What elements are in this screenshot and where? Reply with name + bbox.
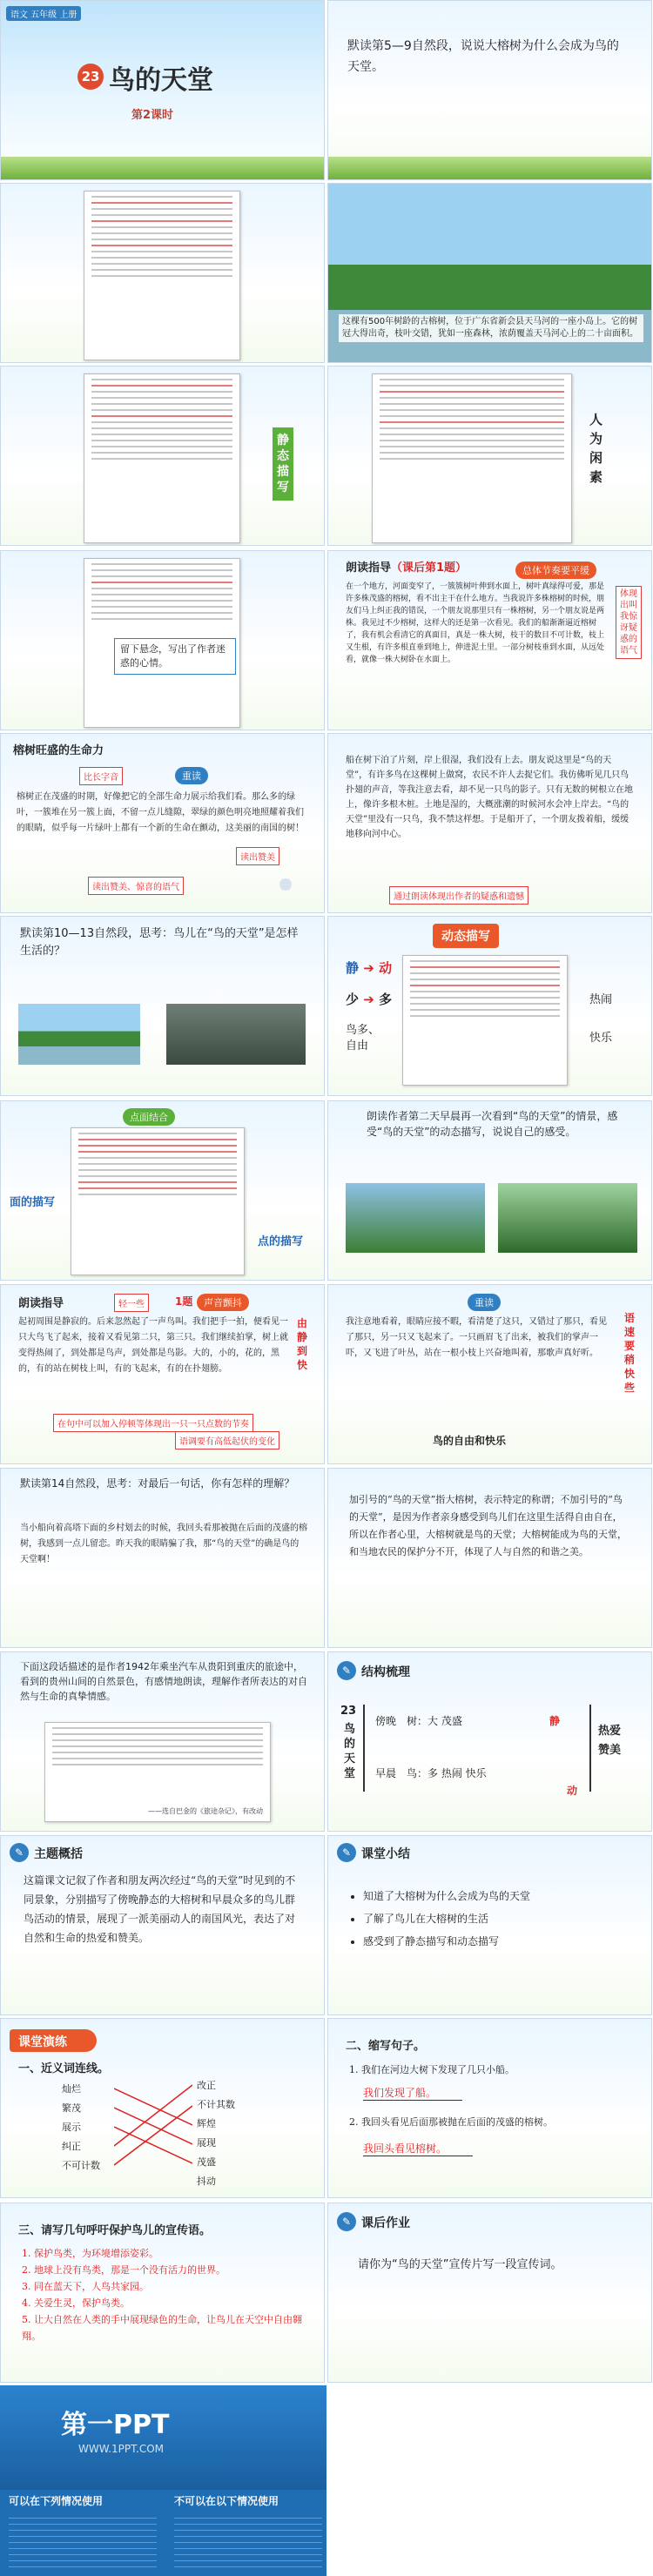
left-word: 繁茂 (62, 2102, 81, 2114)
guide2-text: 起初周围是静寂的。后来忽然起了一声鸟叫。我们把手一拍，便看见一只大鸟飞了起来，接着又看见第二只，第三只。我们继续拍掌，树上就变得热闹了，到处都是鸟声，到处都是鸟影。大的，小的，花的，黑的，有的站在树枝上叫，有的飞起来，有的在扑翅膀。 (18, 1317, 288, 1374)
slogan-item: 2. 地球上没有鸟类，那是一个没有活力的世界。 (22, 2264, 226, 2276)
slide-suspense (0, 550, 325, 730)
boat-text: 船在树下泊了片刻，岸上很湿，我们没有上去。朋友说这里是“鸟的天堂”，有许多鸟在这棵树上做窝，农民不许人去捉它们。我仿佛听见几只鸟扑翅的声音，等我注意去看，却不见一只鸟的影子。只有无数的树根立在地上，像许多根木桩。土地是湿的，大概涨潮的时候河水会冲上岸去。“鸟的天堂”里没有一只鸟，我不禁这样想。于是船开了，一个朋友拨着船，缓缓地移向河中心。 (346, 756, 633, 839)
document-page (71, 1127, 245, 1275)
slogan-item: 3. 同在蓝天下，人鸟共家园。 (22, 2281, 149, 2292)
tag-praise: 读出赞美 (236, 847, 279, 865)
document-page (372, 373, 572, 543)
slide-slogans (0, 2203, 325, 2383)
suspense-note: 留下悬念，写出了作者迷惑的心情。 (114, 638, 236, 675)
theme-title: 主题概括 (34, 1847, 83, 1861)
grass-decor (1, 157, 324, 179)
summary-title: 课堂小结 (361, 1847, 410, 1861)
slide-title (0, 0, 325, 180)
footer-list-1 (9, 2512, 157, 2568)
slide-point-surface (0, 1100, 325, 1281)
document-page (402, 955, 568, 1086)
book-icon: ✎ (337, 1843, 356, 1862)
slide-read-guide-1 (327, 550, 652, 730)
lesson-number: 23 (77, 64, 104, 90)
banyan-photo-2 (346, 1183, 485, 1253)
tag-long: 比长字音 (79, 767, 123, 785)
structure-vert-title: 鸟的天堂 (344, 1723, 356, 1780)
slide-dynamic (327, 916, 652, 1096)
excerpt-source: ——选自巴金的《旅途杂记》，有改动 (148, 1807, 263, 1815)
speed-note: 语速要稍快些 (624, 1312, 636, 1394)
freedom-text: 我注意地看着，眼睛应接不暇，看清楚了这只，又错过了那只，看见了那只，另一只又飞起来了。一只画眉飞了出来，被我们的掌声一吓，又飞进了叶丛，站在一根小枝上兴奋地叫着，那歌声真好听。 (346, 1317, 607, 1358)
tag-tone: 读出赞美、惊喜的语气 (88, 877, 184, 895)
left-word: 不可计数 (62, 2160, 100, 2171)
sentence-1: 1. 我们在河边大树下发现了几只小船。 (349, 2064, 515, 2075)
static-desc-tag: 静态描写 (273, 427, 293, 501)
slide-static-desc (0, 366, 325, 546)
left-words (62, 2080, 100, 2176)
footer-url: WWW.1PPT.COM (78, 2443, 165, 2455)
subject-tag: 语文 五年级 上册 (6, 6, 81, 21)
morning-text: 朗读作者第二天早晨再一次看到“鸟的天堂”的情景，感受“鸟的天堂”的动态描写，说说自己的感受。 (367, 1110, 618, 1138)
still-to-move: 静 ➔ 动 (346, 960, 393, 976)
right-word: 展现 (197, 2137, 216, 2149)
guide2-num: 1题 (175, 1295, 193, 1308)
structure-title: 结构梳理 (361, 1665, 410, 1679)
word-happy: 快乐 (589, 1032, 613, 1045)
row-evening (375, 1713, 462, 1728)
right-word: 抖动 (197, 2176, 216, 2187)
book-icon: ✎ (10, 1843, 29, 1862)
slide-theme (0, 1835, 325, 2015)
left-word: 灿烂 (62, 2083, 81, 2095)
slide-shorten (327, 2018, 652, 2198)
word-birds-free: 鸟多、自由 (346, 1024, 380, 1053)
row2-state: 动 (567, 1785, 578, 1797)
slide-summary (327, 1835, 652, 2015)
homework-title: 课后作业 (361, 2216, 410, 2230)
row2-desc: 鸟：多 热闹 快乐 (407, 1767, 487, 1779)
slide-prompt-14 (0, 1468, 325, 1648)
summary-item: • 感受到了静态描写和动态描写 (363, 1930, 624, 1953)
word-move: 动 (379, 960, 393, 976)
answer-1: 我们发现了船。 (363, 2085, 462, 2101)
slide-homework (327, 2203, 652, 2383)
guide-label: 朗读指导 (346, 562, 392, 575)
book-icon: ✎ (337, 2212, 356, 2231)
lesson-label: 第2课时 (131, 109, 174, 122)
boat-tag: 通过朗读体现出作者的疑惑和遗憾 (389, 886, 528, 905)
slide-prompt-10-13 (0, 916, 325, 1096)
slide-read-guide-2 (0, 1284, 325, 1464)
slide-prompt-5-9 (327, 0, 652, 180)
tempo-tag: 总体节奏要平缓 (515, 562, 596, 579)
row1-time: 傍晚 (375, 1715, 397, 1727)
slide-structure (327, 1651, 652, 1832)
structure-num: 23 (340, 1705, 357, 1718)
vitality-text: 榕树正在茂盛的时期，好像把它的全部生命力展示给我们看。那么多的绿叶，一簇堆在另一簇上面，不留一点儿缝隙，翠绿的颜色明亮地照耀着我们的眼睛，似乎每一片绿叶上都有一个新的生命在颤动，这美丽的南国的树！ (17, 792, 304, 833)
left-word: 展示 (62, 2122, 81, 2133)
island-photo (18, 1004, 140, 1065)
slide-freedom (327, 1284, 652, 1464)
slide-morning-read (327, 1100, 652, 1281)
extension-intro: 下面这段话描述的是作者1942年乘坐汽车从贵阳到重庆的旅途中，看到的贵州山间的自然景色，有感情地朗读，理解作者所表达的对自然与生命的真挚情感。 (20, 1661, 307, 1702)
sentence-2: 2. 我回头看见后面那被抛在后面的茂盛的榕树。 (349, 2116, 553, 2128)
row1-desc: 树：大 茂盛 (407, 1715, 462, 1727)
stress-tag: 重读 (468, 1294, 501, 1311)
guide-title (346, 558, 467, 575)
slogan-question: 三、请写几句呼吁保护鸟儿的宣传语。 (18, 2224, 212, 2237)
prompt-text: 默读第14自然段，思考：对最后一句话，你有怎样的理解？ (20, 1477, 295, 1490)
footer-col2: 不可以在以下情况使用 (174, 2495, 279, 2507)
slide-doc-page (0, 183, 325, 363)
point-label: 点的描写 (258, 1235, 304, 1248)
grass-decor (328, 157, 651, 179)
right-word: 辉煌 (197, 2118, 216, 2129)
homework-text: 请你为“鸟的天堂”宣传片写一段宣传词。 (358, 2258, 562, 2271)
shorten-question: 二、缩写句子。 (346, 2040, 426, 2053)
slide-boat (327, 733, 652, 913)
tag-lighter: 轻一些 (114, 1294, 149, 1312)
footer-blank (326, 2385, 653, 2576)
human-factor-tag: 人为闲素 (589, 412, 603, 485)
summary-list (363, 1885, 624, 1953)
side-quiet-fast: 由静到快 (297, 1317, 308, 1371)
summary-item: • 知道了大榕树为什么会成为鸟的天堂 (363, 1885, 624, 1907)
slogan-item: 1. 保护鸟类，为环境增添姿彩。 (22, 2248, 158, 2259)
row1-state: 静 (549, 1715, 561, 1727)
banyan-photo-3 (498, 1183, 637, 1253)
slogan-list (22, 2245, 309, 2344)
document-page (84, 191, 240, 360)
practice-title: 课堂演练 (10, 2029, 97, 2052)
slide-human-factor (327, 366, 652, 546)
slogan-item: 4. 关爱生灵，保护鸟类。 (22, 2297, 130, 2309)
book-icon: ✎ (337, 1661, 356, 1680)
footer-list-2 (174, 2512, 322, 2568)
word-many: 多 (379, 992, 393, 1007)
audio-button[interactable] (279, 878, 292, 891)
synonym-question: 一、近义词连线。 (18, 2062, 110, 2075)
right-word: 茂盛 (197, 2156, 216, 2168)
prompt-text: 默读第10—13自然段，思考：鸟儿在“鸟的天堂”是怎样生活的？ (20, 927, 299, 958)
tone-note: 体现出叫我惊讶疑惑的语气 (616, 586, 642, 659)
answer-2: 我回头看见榕树。 (363, 2141, 473, 2156)
word-still: 静 (346, 960, 360, 976)
slide-quote-meaning (327, 1468, 652, 1648)
match-lines (114, 2082, 192, 2177)
vitality-title: 榕树旺盛的生命力 (13, 744, 104, 757)
guide2-title: 朗读指导 (18, 1297, 64, 1310)
slide-vitality (0, 733, 325, 913)
word-lively: 热闹 (589, 993, 613, 1006)
slide-practice (0, 2018, 325, 2198)
footer-col1: 可以在下列情况使用 (9, 2495, 104, 2507)
document-page (84, 373, 240, 543)
birds-photo (166, 1004, 306, 1065)
last-sentence: 当小船向着高塔下面的乡村划去的时候，我回头看那被抛在后面的茂盛的榕树，我感到一点儿留恋。昨天我的眼睛骗了我，那“鸟的天堂”的确是鸟的天堂啊！ (20, 1523, 307, 1564)
right-word: 改正 (197, 2080, 216, 2091)
excerpt-page (44, 1722, 271, 1822)
right-word: 不计其数 (197, 2099, 235, 2110)
few-to-many: 少 ➔ 多 (346, 992, 393, 1007)
slide-banyan-photo (327, 183, 652, 363)
theme-text: 这篇课文记叙了作者和朋友两次经过“鸟的天堂”时见到的不同景象，分别描写了傍晚静态的大榕树和早晨众多的鸟儿群鸟活动的情景，展现了一派美丽动人的南国风光，表达了对自然和生命的热爱和赞美。 (24, 1874, 296, 1944)
footer-banner (0, 2385, 653, 2576)
word-few: 少 (346, 992, 360, 1007)
point-surface-tag: 点面结合 (123, 1108, 175, 1126)
footer-logo: 第一PPT (61, 2410, 170, 2440)
right-words (197, 2076, 235, 2191)
surface-label: 面的描写 (10, 1196, 56, 1209)
tag-intonation: 语调要有高低起伏的变化 (175, 1431, 279, 1449)
structure-end: 热爱 赞美 (598, 1725, 622, 1757)
tag-stress: 重读 (175, 767, 208, 784)
tag-rhythm: 在句中可以加入停顿等体现出一只一只点数的节奏 (53, 1414, 253, 1432)
brace-left (363, 1705, 365, 1792)
left-word: 纠正 (62, 2141, 81, 2152)
page-title: 鸟的天堂 (109, 65, 213, 96)
row2-time: 早晨 (375, 1767, 397, 1779)
row-morning (375, 1766, 487, 1780)
tag-tremble: 声音颤抖 (197, 1294, 249, 1311)
photo-caption: 这棵有500年树龄的古榕树，位于广东省新会县天马河的一座小岛上。它的树冠大得出奇，枝叶交错，犹如一座森林，浓荫覆盖天马河心上的二十亩面积。 (339, 314, 643, 342)
summary-item: • 了解了鸟儿在大榕树的生活 (363, 1907, 624, 1930)
guide-sub: （课后第1题） (391, 562, 468, 575)
brace-right (589, 1705, 591, 1792)
quote-explanation: 加引号的“鸟的天堂”指大榕树，表示特定的称谓；不加引号的“鸟的天堂”，是因为作者亲身感受到鸟儿们在这里生活得自由自在，所以在作者心里，大榕树就是鸟的天堂；大榕树能成为鸟的天堂，和当地农民的保护分不开，体现了人与自然的和谐之美。 (349, 1494, 627, 1557)
slide-extension (0, 1651, 325, 1832)
dynamic-title: 动态描写 (433, 924, 499, 948)
slogan-item: 5. 让大自然在人类的手中展现绿色的生命，让鸟儿在天空中自由翱翔。 (22, 2314, 302, 2342)
guide-text: 在一个地方，河面变窄了，一簇簇树叶伸到水面上，树叶真绿得可爱，那是许多株茂盛的榕树，看不出主干在什么地方。当我说许多株榕树的时候，朋友们马上纠正我的错误，一个朋友说那里只有一株榕树，另一个朋友说是两株。我见过不少榕树，这样大的还是第一次看见。我们的船渐渐逼近榕树了，我有机会看清它的真面目，真是一株大树，枝干的数目不可计数，枝上又生根，有许多根直垂到地上，伸进泥土里。一部分树枝垂到水面，从远处看，就像一株大树卧在水面上。 (346, 582, 605, 664)
prompt-text: 默读第5—9自然段，说说大榕树为什么会成为鸟的天堂。 (347, 39, 619, 74)
freedom-caption: 鸟的自由和快乐 (433, 1435, 507, 1447)
